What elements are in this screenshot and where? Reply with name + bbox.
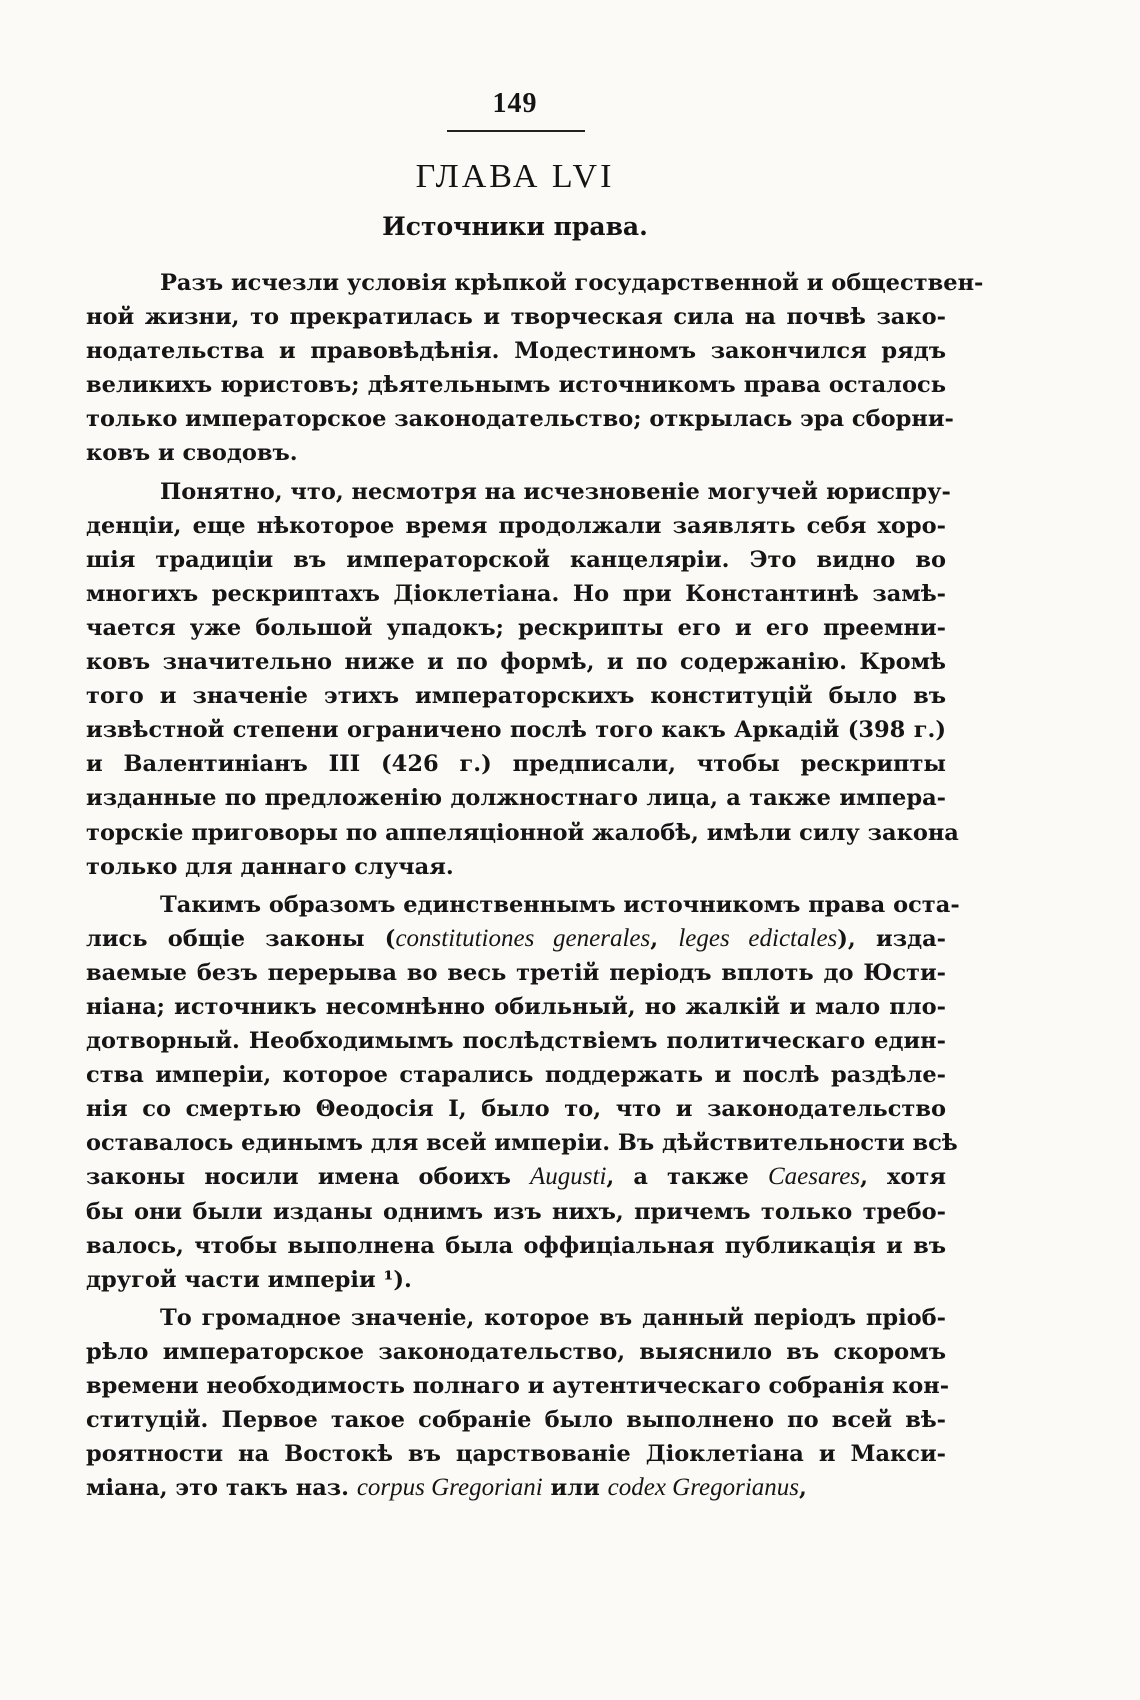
text-line: валось, чтобы выполнена была оффиціальная публикація и въ [86, 1232, 946, 1259]
text-line: и Валентиніанъ III (426 г.) предписали, чтобы рескрипты [86, 751, 946, 778]
text-line: торскіе приговоры по аппеляціонной жалобѣ, имѣли силу закона [86, 819, 959, 846]
paragraph [86, 475, 959, 884]
text-line: другой части имперіи ¹). [86, 1266, 412, 1293]
latin-term: codex Gregorianus [607, 1474, 800, 1502]
latin-term: corpus Gregoriani [356, 1474, 543, 1502]
text-line: многихъ рескриптахъ Діоклетіана. Но при Константинѣ замѣ- [86, 580, 946, 607]
text-line: То громадное значеніе, которое въ данный періодъ пріоб- [160, 1304, 946, 1331]
text-line: шія традиціи въ императорской канцеляріи. Это видно во [86, 546, 946, 573]
text-line: ной жизни, то прекратилась и творческая сила на почвѣ зако- [86, 304, 946, 331]
text-line: чается уже большой упадокъ; рескрипты его и его преемни- [86, 614, 946, 641]
text-line: времени необходимость полнаго и аутентическаго собранія кон- [86, 1373, 950, 1399]
text-line: нодательства и правовѣдѣнія. Модестиномъ закончился рядъ [86, 338, 946, 365]
latin-term: Augusti [530, 1163, 607, 1191]
latin-term: Caesares [767, 1163, 861, 1191]
chapter-subtitle: Источники права. [382, 212, 648, 241]
text-line: ковъ и сводовъ. [86, 440, 298, 467]
body-text [86, 266, 984, 1505]
text-line: только императорское законодательство; открылась эра сборни- [86, 406, 954, 433]
text-line: ковъ значительно ниже и по формѣ, и по содержанію. Кромѣ [86, 649, 946, 676]
text-line: міана, это такъ наз. corpus Gregoriani или codex Gregorianus, [86, 1474, 807, 1502]
paragraph [86, 888, 960, 1297]
text-line: Разъ исчезли условія крѣпкой государственной и обществен- [160, 270, 984, 296]
text-line: изданные по предложенію должностнаго лица, а также импера- [86, 785, 946, 812]
text-line: великихъ юристовъ; дѣятельнымъ источникомъ права осталось [86, 372, 946, 399]
text-line: законы носили имена обоихъ Augusti, а также Caesares, хотя [86, 1163, 946, 1191]
text-line: роятности на Востокѣ въ царствованіе Діоклетіана и Макси- [86, 1441, 946, 1468]
page-number-rule [447, 130, 585, 132]
text-line: ніана; источникъ несомнѣнно обильный, но жалкій и мало пло- [86, 993, 946, 1020]
text-line: Такимъ образомъ единственнымъ источникомъ права оста- [160, 891, 960, 918]
text-line: рѣло императорское законодательство, выяснило въ скоромъ [86, 1338, 946, 1365]
text-line: ваемые безъ перерыва во весь третій періодъ вплоть до Юсти- [86, 959, 946, 986]
text-line: того и значеніе этихъ императорскихъ конституцій было въ [86, 683, 946, 710]
text-line: нія со смертью Θеодосія I, было то, что и законодательство [86, 1096, 946, 1123]
text-line: лись общіе законы (constitutiones generales, leges edictales), изда- [86, 924, 947, 952]
text-line: только для даннаго случая. [86, 853, 454, 880]
latin-term: leges edictales [678, 924, 838, 952]
text-line: ства имперіи, которое старались поддержать и послѣ раздѣле- [86, 1062, 946, 1089]
text-line: дотворный. Необходимымъ послѣдствіемъ политическаго един- [86, 1028, 946, 1055]
text-line: бы они были изданы однимъ изъ нихъ, причемъ только требо- [86, 1198, 946, 1225]
text-line: извѣстной степени ограничено послѣ того какъ Аркадій (398 г.) [86, 717, 946, 744]
text-line: Понятно, что, несмотря на исчезновеніе могучей юриспру- [160, 478, 951, 505]
text-line: оставалось единымъ для всей имперіи. Въ дѣйствительности всѣ [86, 1130, 958, 1157]
page-number: 149 [492, 88, 538, 119]
text-line: ституцій. Первое такое собраніе было выполнено по всей вѣ- [86, 1407, 946, 1434]
paragraph [86, 266, 984, 471]
chapter-title: ГЛАВА LVI [415, 158, 615, 195]
latin-term: constitutiones generales [395, 924, 651, 952]
paragraph [86, 1301, 950, 1506]
text-line: денціи, еще нѣкоторое время продолжали заявлять себя хоро- [86, 512, 946, 539]
